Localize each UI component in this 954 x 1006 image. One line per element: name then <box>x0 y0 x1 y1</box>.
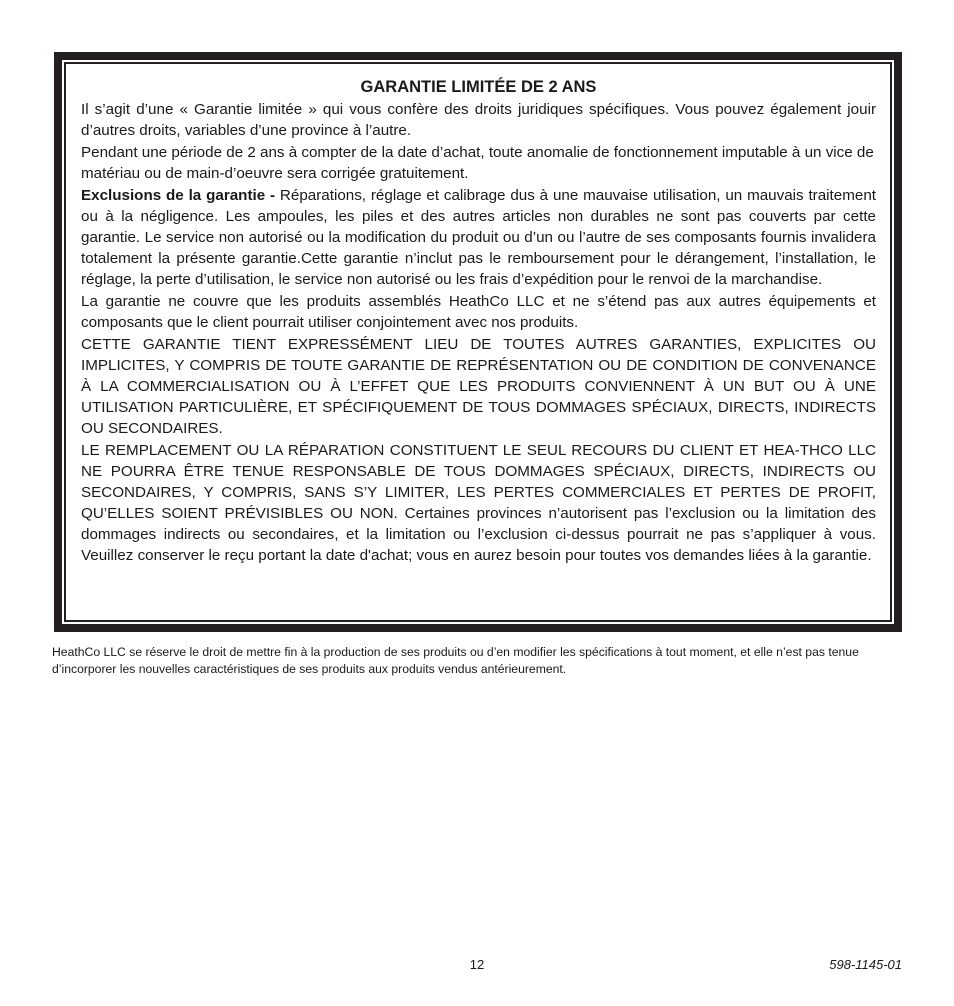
warranty-paragraph-disclaimer: CETTE GARANTIE TIENT EXPRESSÉMENT LIEU DE TOUTES AUTRES GARANTIES, EXPLICITES OU IMPLICITES, Y COMPRIS DE TOUTE GARANTIE DE REPRÉSENTATION OU DE CONDITION DE CONVENANCE À LA COMMERCIALISATION OU À L’EFFET QUE LES PRODUITS CONVIENNENT À UN BUT OU À UNE UTILISATION PARTICULIÈRE, ET SPÉCIFIQUEMENT DE TOUS DOMMAGES SPÉCIAUX, DIRECTS, INDIRECTS OU SECONDAIRES. <box>81 336 876 437</box>
warranty-box <box>54 52 902 632</box>
warranty-content <box>81 76 876 567</box>
warranty-inner-border <box>64 62 892 622</box>
exclusions-heading: Exclusions de la garantie - <box>81 187 276 204</box>
footer-note: HeathCo LLC se réserve le droit de mettre fin à la production de ses produits ou d’en modifier les spécifications à tout moment, et elle n’est pas tenue d’incorporer les nouvelles caractéristiques de ses produits aux produits vendus antérieurement. <box>52 645 859 676</box>
warranty-title: GARANTIE LIMITÉE DE 2 ANS <box>360 78 597 96</box>
document-code: 598-1145-01 <box>829 957 902 972</box>
warranty-paragraph-period: Pendant une période de 2 ans à compter de la date d’achat, toute anomalie de fonctionnement imputable à un vice de matériau ou de main-d’oeuvre sera corrigée gratuitement. <box>81 144 874 182</box>
warranty-paragraph-coverage: La garantie ne couvre que les produits assemblés HeathCo LLC et ne s’étend pas aux autres équipements et composants que le client pourrait utiliser conjointement avec nos produits. <box>81 293 876 331</box>
warranty-paragraph-remedy: LE REMPLACEMENT OU LA RÉPARATION CONSTITUENT LE SEUL RECOURS DU CLIENT ET HEA-THCO LLC NE POURRA ÊTRE TENUE RESPONSABLE DE TOUS DOMMAGES SPÉCIAUX, DIRECTS, INDIRECTS OU SECONDAIRES, Y COMPRIS, SANS S’Y LIMITER, LES PERTES COMMERCIALES ET PERTES DE PROFIT, QU’ELLES SOIENT PRÉVISIBLES OU NON. Certaines provinces n’autorisent pas l’exclusion ou la limitation des dommages indirects ou secondaires, et la limitation ou l’exclusion ci-dessus pourrait ne pas s’appliquer à vous. Veuillez conserver le reçu portant la date d'achat; vous en aurez besoin pour toutes vos demandes liées à la garantie. <box>81 442 876 564</box>
warranty-paragraph-rights: Il s’agit d’une « Garantie limitée » qui vous confère des droits juridiques spécifiques. Vous pouvez également jouir d’autres droits, variables d’une province à l’autre. <box>81 101 876 139</box>
warranty-paragraph-exclusions <box>81 185 876 290</box>
exclusions-text: Réparations, réglage et calibrage dus à une mauvaise utilisation, un mauvais traitement ou à la négligence. Les ampoules, les piles et des autres articles non durables ne sont pas couverts par cette garantie. Le service non autorisé ou la modification du produit ou d’un ou l’autre de ses composants fournis invalidera totalement la présente garantie.Cette garantie n’inclut pas le remboursement pour le dérangement, l’installation, le réglage, la perte d’utilisation, le service non autorisé ou les frais d’expédition pour le renvoi de la marchandise. <box>81 187 876 288</box>
page-number: 12 <box>469 957 485 972</box>
